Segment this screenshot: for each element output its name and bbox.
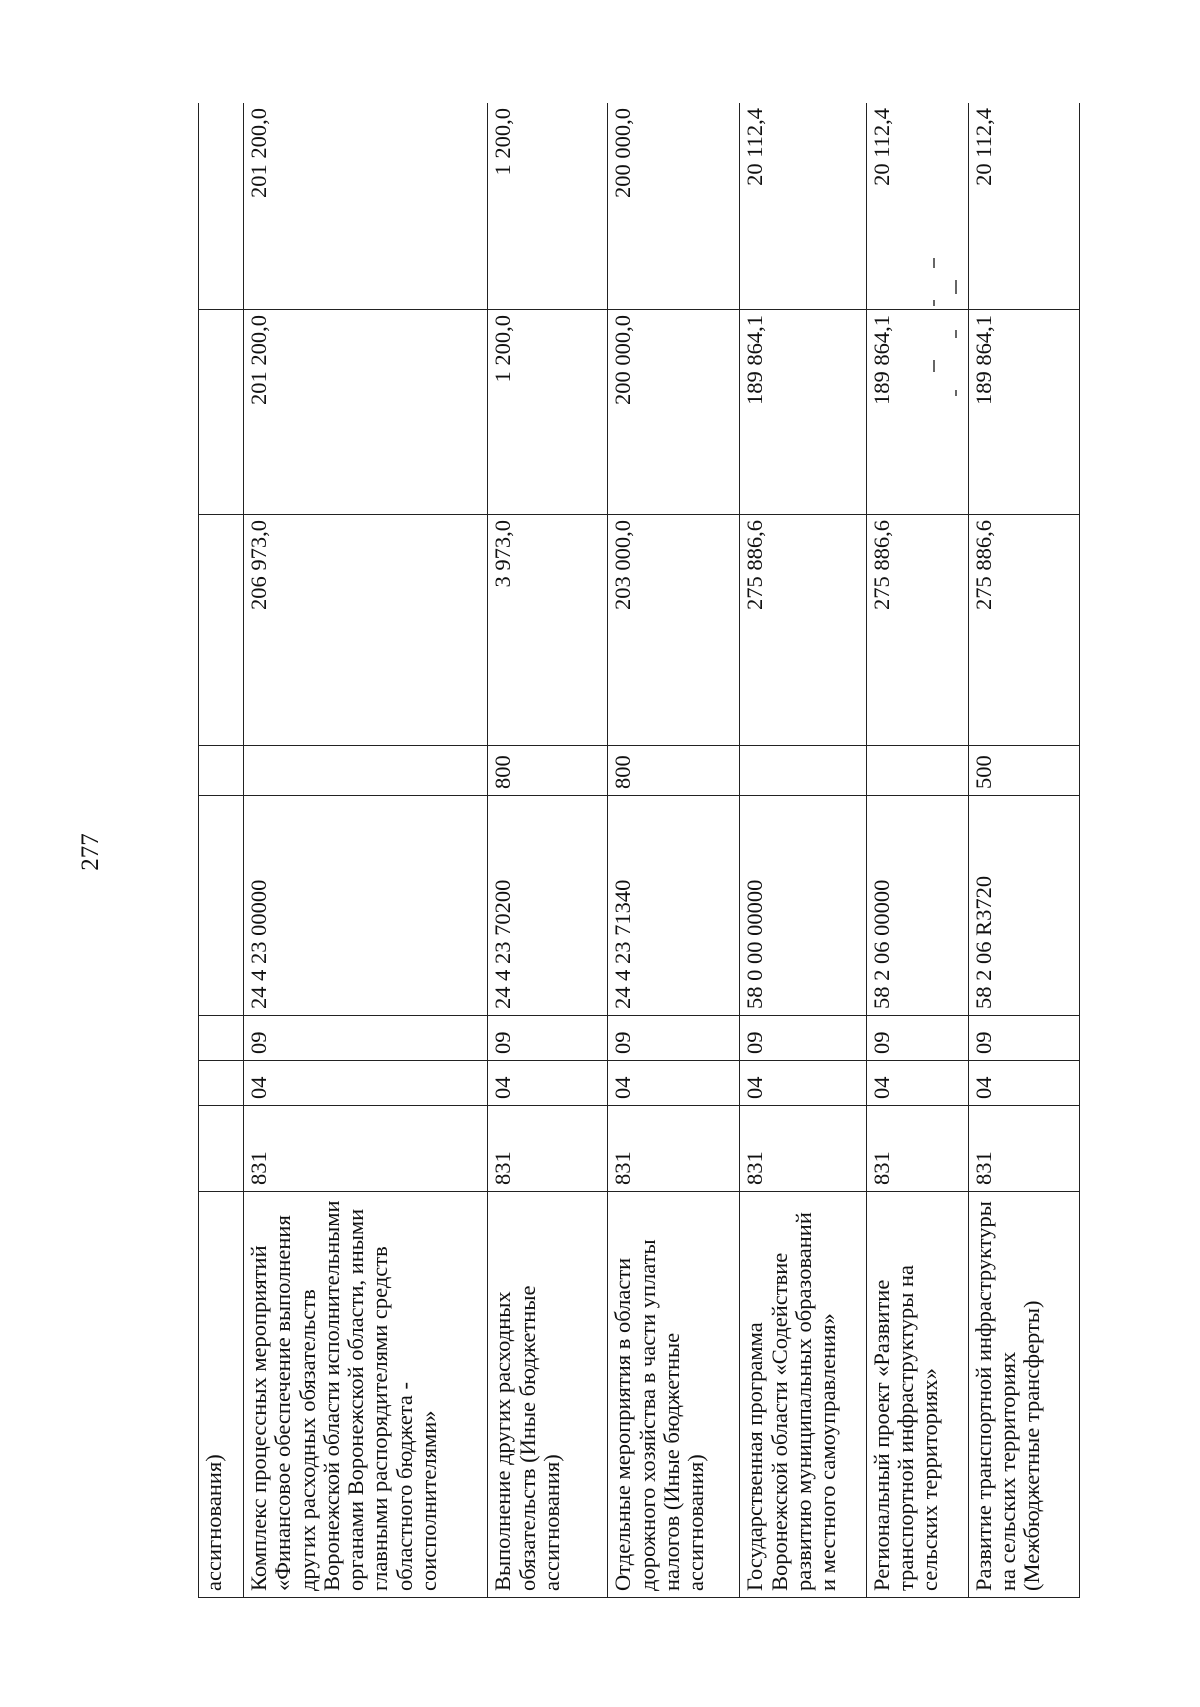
cell-sum-year-2: 189 864,1	[968, 310, 1080, 515]
cell-expense-type: 800	[488, 746, 608, 796]
cell-subsection: 09	[740, 1016, 866, 1061]
cell-target-article: 24 4 23 00000	[244, 796, 488, 1016]
cell-expense-type	[244, 746, 488, 796]
cell-section: 04	[740, 1061, 866, 1106]
cell-target-article: 24 4 23 71340	[608, 796, 740, 1016]
cell-name: Выполнение других расходных обязательств (Иные бюджетные ассигнования)	[488, 1192, 608, 1598]
cell-expense-type: 500	[968, 746, 1080, 796]
cell-name: Государственная программа Воронежской области «Содействие развитию муниципальных образований и местного самоуправления»	[740, 1192, 866, 1598]
cell-target-article: 58 0 00 00000	[740, 796, 866, 1016]
cell-admin-code: 831	[488, 1106, 608, 1192]
table-row	[866, 103, 968, 1598]
cell-section: 04	[866, 1061, 968, 1106]
cell-section: 04	[608, 1061, 740, 1106]
cell-sum-year-2: 189 864,1	[866, 310, 968, 515]
cell-expense-type	[740, 746, 866, 796]
cell-section: 04	[244, 1061, 488, 1106]
cell-sum-year-1: 206 973,0	[244, 515, 488, 746]
cell-sum-year-3: 200 000,0	[608, 103, 740, 310]
cell-sum-year-1: 275 886,6	[866, 515, 968, 746]
cell-target-article: 24 4 23 70200	[488, 796, 608, 1016]
table-row	[488, 103, 608, 1598]
table-row	[199, 103, 244, 1598]
cell-sum-year-1: 275 886,6	[740, 515, 866, 746]
cell-sum-year-3: 201 200,0	[244, 103, 488, 310]
cell-name: Комплекс процессных мероприятий «Финансовое обеспечение выполнения других расходных обязательств Воронежской области исполнительными органами Воронежской области, иными главными распорядителями средств областного бюджета - соисполнителями»	[244, 1192, 488, 1598]
table-row	[244, 103, 488, 1598]
cell-sum-year-2: 189 864,1	[740, 310, 866, 515]
cell-sum-year-2: 1 200,0	[488, 310, 608, 515]
cell-target-article	[199, 796, 244, 1016]
cell-section: 04	[488, 1061, 608, 1106]
cell-admin-code: 831	[244, 1106, 488, 1192]
cell-section	[199, 1061, 244, 1106]
cell-subsection: 09	[608, 1016, 740, 1061]
cell-target-article: 58 2 06 R3720	[968, 796, 1080, 1016]
cell-sum-year-3: 20 112,4	[866, 103, 968, 310]
table-body	[199, 103, 1080, 1598]
cell-name: ассигнования)	[199, 1192, 244, 1598]
cell-name: Отдельные мероприятия в области дорожного хозяйства в части уплаты налогов (Иные бюджетные ассигнования)	[608, 1192, 740, 1598]
table-row	[740, 103, 866, 1598]
cell-expense-type	[199, 746, 244, 796]
cell-section: 04	[968, 1061, 1080, 1106]
cell-sum-year-3	[199, 103, 244, 310]
cell-name: Региональный проект «Развитие транспортной инфраструктуры на сельских территориях»	[866, 1192, 968, 1598]
table-stage	[198, 103, 1080, 1598]
cell-admin-code	[199, 1106, 244, 1192]
cell-sum-year-3: 1 200,0	[488, 103, 608, 310]
table-row	[968, 103, 1080, 1598]
cell-sum-year-2: 200 000,0	[608, 310, 740, 515]
cell-subsection: 09	[244, 1016, 488, 1061]
cell-subsection: 09	[968, 1016, 1080, 1061]
cell-name: Развитие транспортной инфраструктуры на сельских территориях (Межбюджетные трансферты)	[968, 1192, 1080, 1598]
cell-subsection: 09	[488, 1016, 608, 1061]
table-row	[608, 103, 740, 1598]
cell-sum-year-1: 275 886,6	[968, 515, 1080, 746]
cell-subsection: 09	[866, 1016, 968, 1061]
cell-sum-year-2	[199, 310, 244, 515]
cell-sum-year-1: 203 000,0	[608, 515, 740, 746]
cell-admin-code: 831	[866, 1106, 968, 1192]
cell-sum-year-1: 3 973,0	[488, 515, 608, 746]
cell-admin-code: 831	[740, 1106, 866, 1192]
cell-subsection	[199, 1016, 244, 1061]
cell-expense-type: 800	[608, 746, 740, 796]
cell-sum-year-3: 20 112,4	[740, 103, 866, 310]
cell-admin-code: 831	[968, 1106, 1080, 1192]
cell-expense-type	[866, 746, 968, 796]
cell-admin-code: 831	[608, 1106, 740, 1192]
cell-sum-year-3: 20 112,4	[968, 103, 1080, 310]
cell-sum-year-1	[199, 515, 244, 746]
cell-sum-year-2: 201 200,0	[244, 310, 488, 515]
rotated-table-wrapper	[198, 103, 1080, 1598]
page-number: 277	[76, 833, 104, 871]
budget-table	[198, 103, 1080, 1598]
cell-target-article: 58 2 06 00000	[866, 796, 968, 1016]
